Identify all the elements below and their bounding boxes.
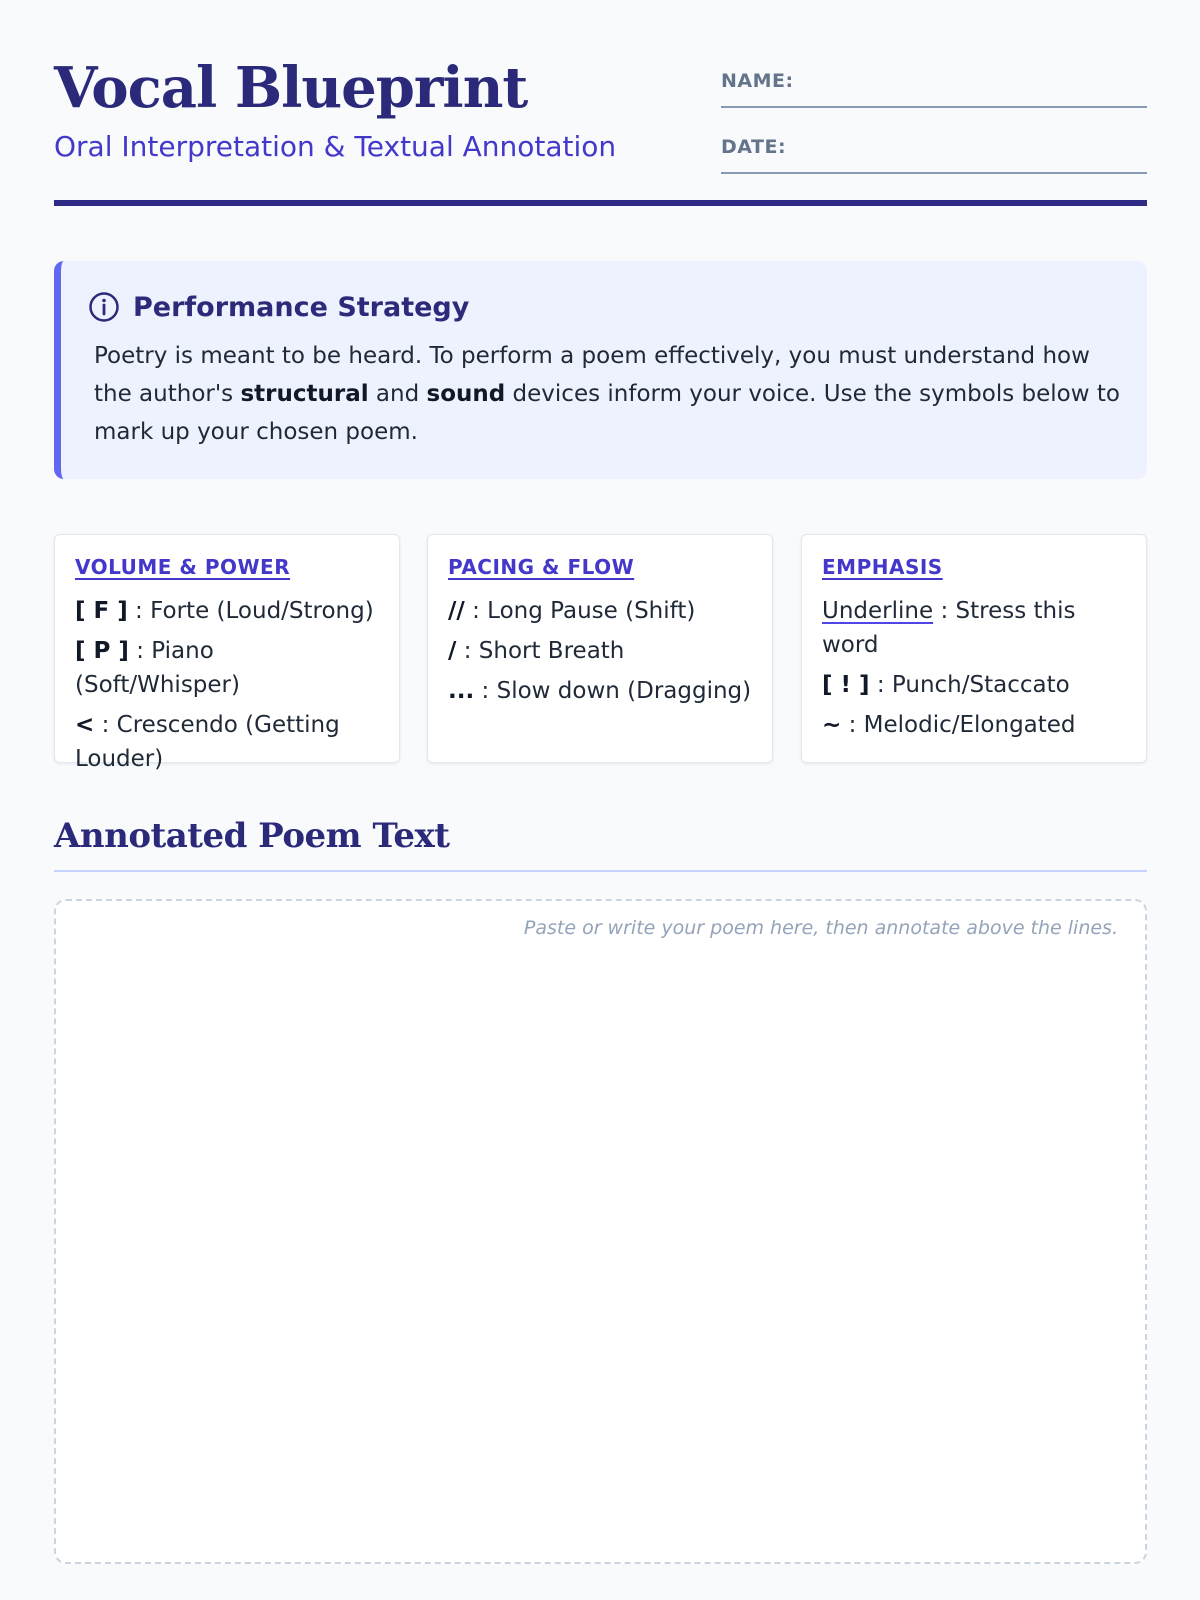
legend-description: : Crescendo (Getting Louder) [75, 712, 340, 772]
legend-card-title: PACING & FLOW [448, 555, 635, 579]
section-divider [54, 870, 1147, 872]
strategy-text-part: devices inform your voice. Use the symbols below to mark up your chosen poem. [94, 381, 1120, 445]
legend-symbol: Underline [822, 598, 934, 624]
poem-text-area[interactable] [54, 899, 1147, 1564]
legend-card-pacing [427, 534, 773, 763]
legend-card-emphasis [801, 534, 1147, 763]
strategy-text [94, 337, 1129, 451]
legend-description: : Slow down (Dragging) [474, 678, 752, 704]
legend-description: : Forte (Loud/Strong) [127, 598, 374, 624]
legend-symbol: [ ! ] [822, 672, 870, 698]
legend-card-title: VOLUME & POWER [75, 555, 291, 579]
worksheet-page [54, 0, 1147, 939]
legend-item [75, 594, 379, 628]
legend-symbol: // [448, 598, 465, 624]
legend-item [822, 668, 1126, 702]
page-subtitle: Oral Interpretation & Textual Annotation [54, 130, 617, 163]
legend-symbol: [ P ] [75, 638, 129, 664]
strategy-text-part: Poetry is meant to be heard. To perform a poem effectively, you must understand how the author's [94, 343, 1090, 407]
legend-card-volume [54, 534, 400, 772]
legend-card-title: EMPHASIS [822, 555, 943, 579]
legend-item [822, 594, 1126, 662]
strategy-text-part: and [368, 381, 427, 407]
date-label: DATE: [721, 136, 787, 158]
strategy-bold-structural: structural [240, 381, 369, 407]
legend-item [448, 594, 752, 628]
legend-description: : Punch/Staccato [869, 672, 1070, 698]
legend-description: : Piano (Soft/Whisper) [75, 638, 240, 698]
legend-item [448, 674, 752, 708]
name-label: NAME: [721, 70, 794, 92]
legend-symbol: ... [448, 678, 475, 704]
strategy-callout [54, 261, 1147, 479]
legend-symbol: / [448, 638, 457, 664]
poem-placeholder: Paste or write your poem here, then annotate above the lines. [523, 917, 1118, 939]
legend-symbol: < [75, 712, 95, 738]
legend-description: : Long Pause (Shift) [464, 598, 696, 624]
legend-item [75, 634, 379, 702]
strategy-bold-sound: sound [426, 381, 506, 407]
header-divider [54, 200, 1147, 206]
legend-item [448, 634, 752, 668]
strategy-title: Performance Strategy [133, 291, 470, 323]
poem-section-title: Annotated Poem Text [54, 816, 450, 856]
date-field[interactable] [721, 136, 1147, 174]
legend-description: : Short Breath [456, 638, 625, 664]
header [54, 0, 1147, 207]
strategy-header [88, 291, 469, 323]
name-field[interactable] [721, 70, 1147, 108]
legend-item [822, 708, 1126, 742]
legend-symbol: [ F ] [75, 598, 128, 624]
legend-description: : Melodic/Elongated [841, 712, 1076, 738]
legend-item [75, 708, 379, 776]
legend-description: : Stress this word [822, 598, 1076, 658]
info-icon [88, 291, 120, 323]
page-title: Vocal Blueprint [54, 55, 528, 121]
legend-symbol: ~ [822, 712, 842, 738]
